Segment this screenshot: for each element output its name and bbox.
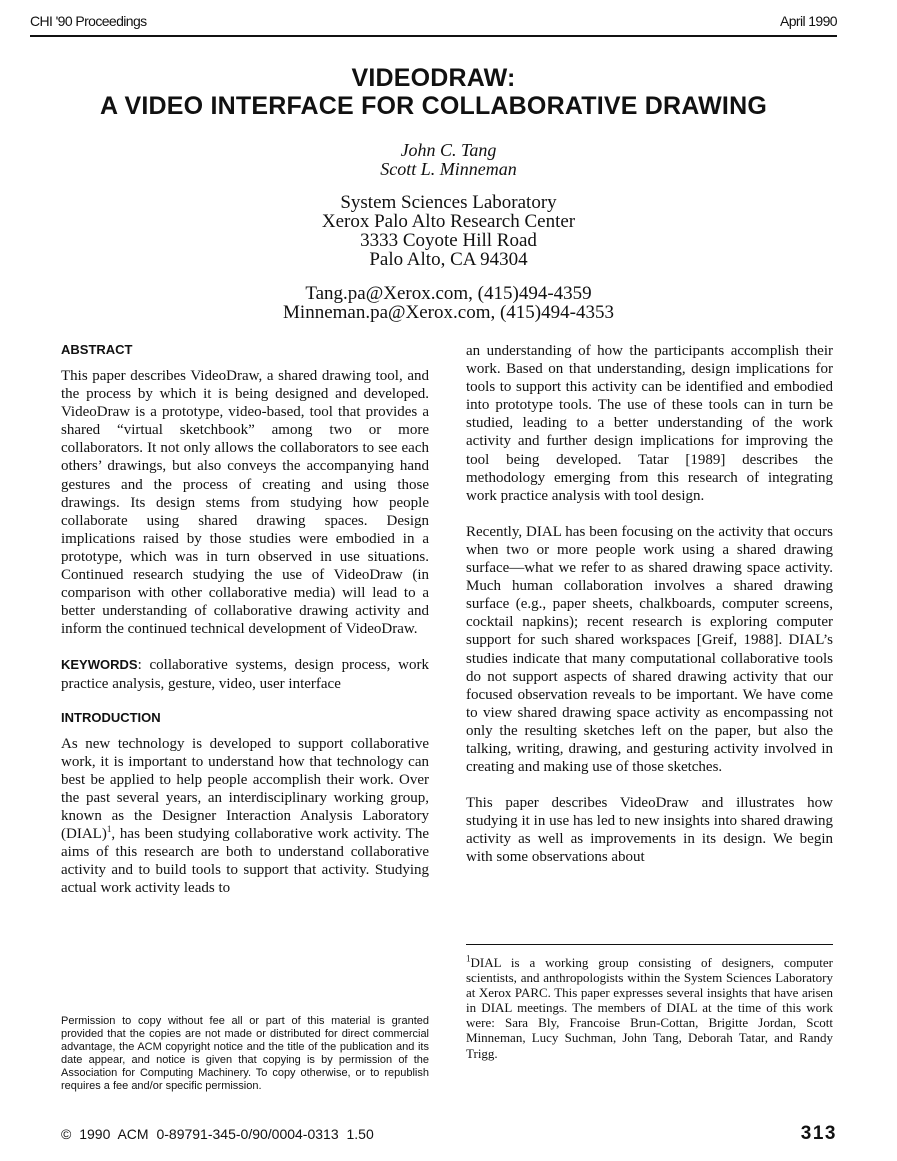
title-line-2: A VIDEO INTERFACE FOR COLLABORATIVE DRAWING (100, 92, 767, 120)
paper-title (30, 64, 837, 120)
contact-line: Tang.pa@Xerox.com, (415)494-4359 (305, 283, 592, 304)
keywords-text: : collaborative systems, design process, work practice analysis, gesture, video, user interface (61, 657, 429, 692)
author-name: John C. Tang (400, 140, 497, 160)
affiliation (0, 193, 897, 269)
header-divider (30, 35, 837, 37)
left-column (61, 342, 429, 897)
affiliation-line: Palo Alto, CA 94304 (369, 249, 528, 270)
author-list (0, 141, 897, 179)
running-header-left: CHI '90 Proceedings (30, 13, 147, 29)
introduction-paragraph: As new technology is developed to support collaborative work, it is important to understand how that technology can best be applied to help people accomplish their work. Over the past several years, an interdisciplinary working group, known as the Designer Interaction Analysis Laboratory (DIAL)$^1$, has been studying collaborative work activity. The aims of this research are both to understand collaborative activity and to build tools to support that activity. Studying actual work activity leads to (61, 735, 429, 897)
body-paragraph: Recently, DIAL has been focusing on the activity that occurs when two or more people work using a shared drawing surface—what we refer to as shared drawing space activity. Much human collaboration involves a shared drawing surface (e.g., paper sheets, chalkboards, computer screens, cocktail napkins); recent research is exploring computer support for such shared workspaces [Greif, 1988]. DIAL’s studies indicate that many computational collaborative tools do not support aspects of shared drawing activity that our focused observation reveals to be important. We have come to view shared drawing space activity as encompassing not only the resulting sketches left on the paper, but also the talking, writing, drawing, and gesturing activity involved in creating and making use of those sketches. (466, 523, 833, 776)
footnote-marker: 1 (466, 953, 471, 964)
body-paragraph: an understanding of how the participants accomplish their work. Based on that understanding, design implications for tools to support this activity can be identified and embodied into prototype tools. The use of these tools can in turn be studied, leading to a better understanding of the work activity and further design implications for improving the tool being developed. Tatar [1989] describes the methodology emerging from this research of integrating work practice analysis with tool design. (466, 343, 833, 504)
affiliation-line: System Sciences Laboratory (340, 192, 557, 213)
contact-line: Minneman.pa@Xerox.com, (415)494-4353 (283, 302, 614, 323)
title-line-1: VIDEODRAW: (351, 64, 516, 92)
abstract-text: This paper describes VideoDraw, a shared drawing tool, and the process by which it is being designed and developed. VideoDraw is a prototype, video-based, tool that provides a shared “virtual sketchbook” among two or more collaborators. It not only allows the collaborators to see each others’ drawings, but also conveys the accompanying hand gestures and the process of creating and using those drawings. Its design stems from studying how people collaborate using shared drawing spaces. Design implications raised by those studies were embodied in a prototype, which was in turn observed in use situations. Continued research studying the use of VideoDraw (in comparison with other collaborative media) will lead to a better understanding of collaborative drawing activity and inform the continued technical development of VideoDraw. (61, 368, 429, 638)
right-column (466, 342, 833, 867)
page-number: 313 (800, 1123, 837, 1144)
keywords-label: KEYWORDS (61, 657, 138, 673)
body-paragraph: This paper describes VideoDraw and illustrates how studying it in use has led to new insights into shared drawing activity as well as improvements in its design. We begin with some observations about (466, 795, 833, 866)
footnote (466, 955, 833, 1061)
copyright-line: © 1990 ACM 0-89791-345-0/90/0004-0313 1.50 (61, 1126, 374, 1142)
introduction-heading: INTRODUCTION (61, 709, 161, 725)
affiliation-line: Xerox Palo Alto Research Center (321, 211, 576, 232)
author-name: Scott L. Minneman (380, 159, 517, 179)
footnote-divider (466, 944, 833, 945)
abstract-heading: ABSTRACT (61, 342, 133, 357)
permission-notice: Permission to copy without fee all or part of this material is granted provided that the copies are not made or distributed for direct commercial advantage, the ACM copyright notice and the title of the publication and its date appear, and notice is given that copying is by permission of the Association for Computing Machinery. To copy otherwise, or to republish requires a fee and/or specific permission. (61, 1015, 429, 1092)
footnote-text: DIAL is a working group consisting of designers, computer scientists, and anthropologists within the System Sciences Laboratory at Xerox PARC. This paper expresses several insights that have arisen in DIAL meetings. The members of DIAL at the time of this work were: Sara Bly, Francoise Brun-Cottan, Brigitte Jordan, Scott Minneman, Lucy Suchman, John Tang, Deborah Tatar, and Randy Trigg. (466, 955, 833, 1061)
contact-info (0, 284, 897, 322)
affiliation-line: 3333 Coyote Hill Road (360, 230, 537, 251)
running-header-right: April 1990 (779, 13, 837, 29)
keywords-paragraph (61, 656, 429, 692)
footnote-marker: 1 (106, 824, 112, 835)
